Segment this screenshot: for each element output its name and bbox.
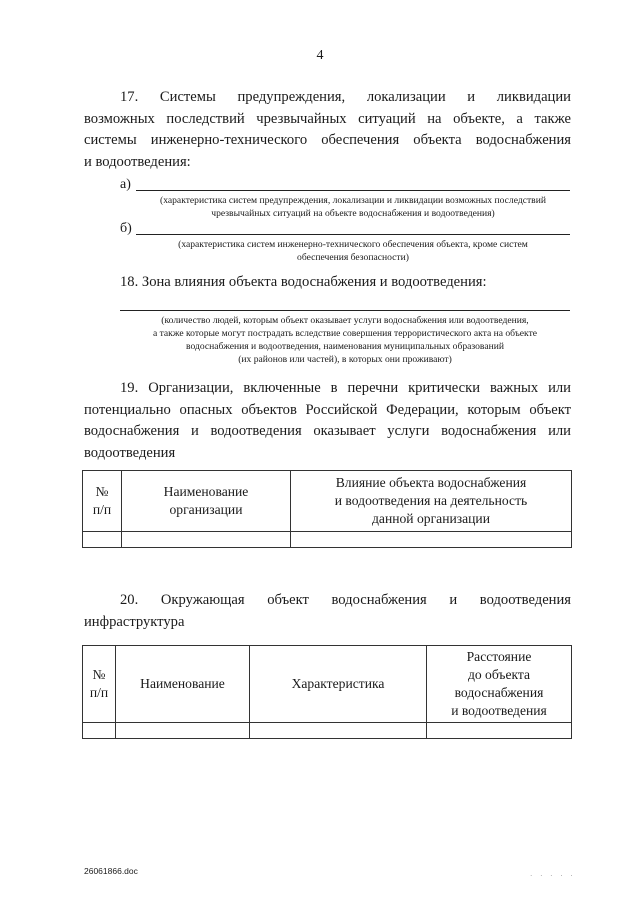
header-org-name-line-2: организации — [169, 502, 243, 517]
header-distance-line-3: водоснабжения — [454, 685, 544, 700]
section-18-title: 18. Зона влияния объекта водоснабжения и водоотведения: — [120, 274, 487, 290]
header-number — [83, 471, 122, 532]
organizations-table — [82, 470, 572, 548]
item-a-caption-line-2: чрезвычайных ситуаций на объекте водоснабжения и водоотведения) — [211, 208, 495, 219]
header-impact — [291, 471, 572, 532]
header-name: Наименование — [116, 646, 250, 723]
header-number-line-1: № — [92, 667, 106, 682]
section-18-fill-line — [120, 310, 570, 311]
table-row — [83, 532, 572, 548]
section-19-line-1: 19. Организации, включенные в перечни критически важных или — [120, 380, 571, 396]
item-a-label: а) — [120, 177, 131, 192]
infrastructure-table-header — [83, 646, 572, 723]
section-20-line-1: 20. Окружающая объект водоснабжения и водоотведения — [120, 592, 571, 608]
section-17-line-2: возможных последствий чрезвычайных ситуаций на объекте, а также — [84, 110, 571, 127]
header-impact-line-3: данной организации — [372, 511, 490, 526]
section-20-text — [84, 590, 571, 633]
header-distance-line-1: Расстояние — [466, 649, 532, 664]
header-impact-line-1: Влияние объекта водоснабжения — [335, 475, 527, 490]
organizations-table-header — [83, 471, 572, 532]
header-number-line-2: п/п — [92, 502, 112, 517]
header-number-line-2: п/п — [89, 685, 109, 700]
section-20-line-2: инфраструктура — [84, 613, 185, 630]
table-cell[interactable] — [291, 532, 572, 548]
header-number-line-1: № — [95, 484, 109, 499]
table-row — [83, 723, 572, 739]
table-cell[interactable] — [83, 532, 122, 548]
section-18-caption-line-2: а также которые могут пострадать вследствие совершения террористического акта на объекте — [152, 328, 538, 339]
section-18-caption-line-4: (их районов или частей), в которых они проживают) — [238, 354, 452, 365]
section-17-text — [84, 87, 571, 173]
section-17-line-3: системы инженерно-технического обеспечения объекта водоснабжения — [84, 132, 571, 148]
infrastructure-table — [82, 645, 572, 739]
header-organization-name — [122, 471, 291, 532]
table-cell[interactable] — [122, 532, 291, 548]
section-19-line-3: водоснабжения и водоотведения оказывает услуги водоснабжения или — [84, 423, 571, 439]
section-17-line-4: и водоотведения: — [84, 153, 191, 170]
footer-filename: 26061866.doc — [84, 866, 138, 876]
section-17-line-1: 17. Системы предупреждения, локализации и ликвидации — [120, 89, 571, 105]
table-cell[interactable] — [250, 723, 427, 739]
section-19-text — [84, 378, 571, 464]
item-b-caption-line-2: обеспечения безопасности) — [297, 252, 409, 263]
item-b-caption — [136, 238, 570, 264]
section-19-line-2: потенциально опасных объектов Российской Федерации, которым объект — [84, 401, 571, 418]
item-a-caption-line-1: (характеристика систем предупреждения, локализации и ликвидации возможных последствий — [160, 195, 546, 206]
header-characteristic: Характеристика — [250, 646, 427, 723]
table-cell[interactable] — [427, 723, 572, 739]
header-distance — [427, 646, 572, 723]
header-org-name-line-1: Наименование — [163, 484, 249, 499]
item-b-caption-line-1: (характеристика систем инженерно-технического обеспечения объекта, кроме систем — [178, 239, 528, 250]
section-18-caption-line-1: (количество людей, которым объект оказывает услуги водоснабжения или водоотведения, — [161, 315, 529, 326]
item-a-caption — [136, 194, 570, 220]
header-number — [83, 646, 116, 723]
section-18-caption-line-3: водоснабжения и водоотведения, наименования муниципальных образований — [186, 341, 504, 352]
item-b-label: б) — [120, 221, 132, 236]
table-cell[interactable] — [83, 723, 116, 739]
header-distance-line-2: до объекта — [467, 667, 531, 682]
item-a-fill-line — [136, 190, 570, 191]
header-impact-line-2: и водоотведения на деятельность — [334, 493, 528, 508]
section-19-line-4: водоотведения — [84, 444, 176, 461]
section-18-caption — [110, 314, 580, 366]
header-distance-line-4: и водоотведения — [451, 703, 547, 718]
table-cell[interactable] — [116, 723, 250, 739]
scan-noise: · · · · · — [530, 872, 576, 880]
page-number: 4 — [316, 48, 324, 63]
item-b-fill-line — [136, 234, 570, 235]
